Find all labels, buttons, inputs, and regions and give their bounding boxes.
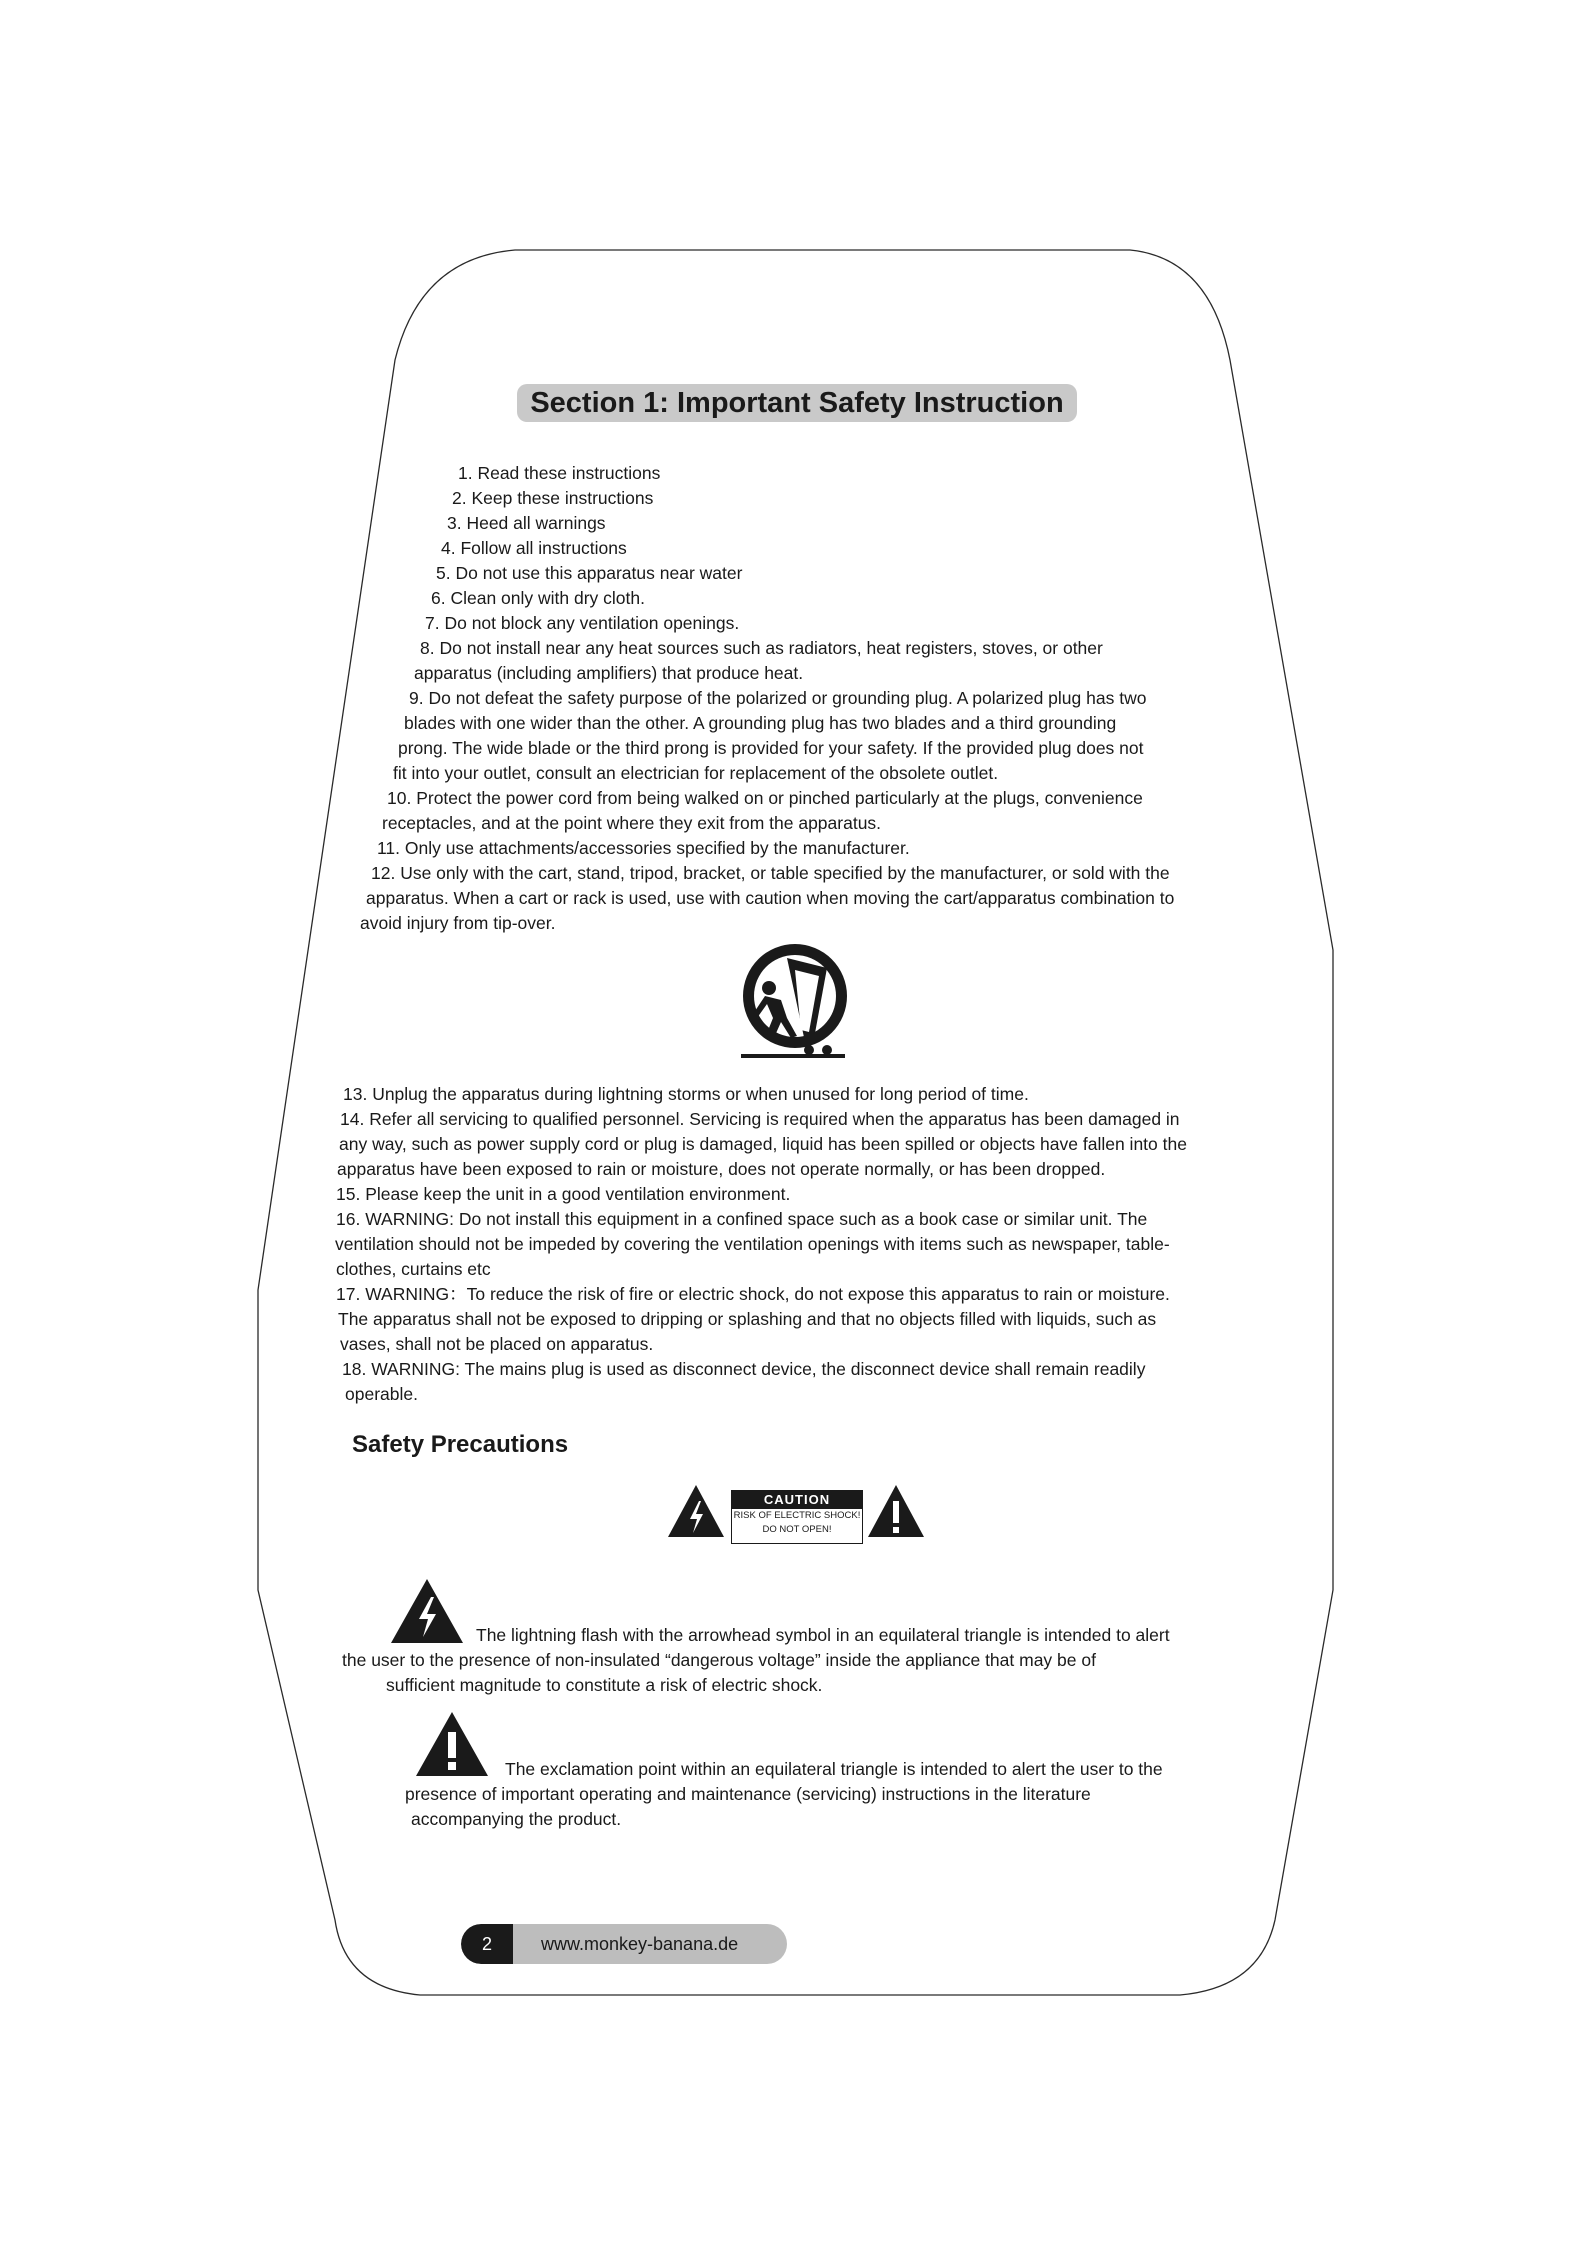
instruction-line: prong. The wide blade or the third prong is provided for your safety. If the provided plug does not [398, 738, 1144, 758]
instruction-line: 5. Do not use this apparatus near water [436, 563, 743, 583]
page-number: 2 [461, 1924, 513, 1964]
instruction-line: avoid injury from tip-over. [360, 913, 556, 933]
instruction-line: 12. Use only with the cart, stand, tripod, bracket, or table specified by the manufacturer, or sold with the [371, 863, 1170, 883]
instruction-line: 4. Follow all instructions [441, 538, 627, 558]
instruction-line: 8. Do not install near any heat sources such as radiators, heat registers, stoves, or other [420, 638, 1103, 658]
lightning-description: The lightning flash with the arrowhead symbol in an equilateral triangle is intended to alert [476, 1625, 1170, 1645]
instruction-line: 17. WARNING：To reduce the risk of fire or electric shock, do not expose this apparatus to rain or moisture. [336, 1284, 1170, 1304]
instruction-line: 2. Keep these instructions [452, 488, 654, 508]
instruction-line: apparatus have been exposed to rain or moisture, does not operate normally, or has been dropped. [337, 1159, 1106, 1179]
instruction-line: operable. [345, 1384, 418, 1404]
lightning-warning-icon [389, 1577, 465, 1645]
instruction-line: 13. Unplug the apparatus during lightning storms or when unused for long period of time. [343, 1084, 1029, 1104]
instruction-line: 18. WARNING: The mains plug is used as disconnect device, the disconnect device shall remain readily [342, 1359, 1146, 1379]
instruction-line: 9. Do not defeat the safety purpose of the polarized or grounding plug. A polarized plug has two [409, 688, 1147, 708]
cart-tipover-icon [735, 940, 855, 1062]
caution-label-line: DO NOT OPEN! [762, 1524, 832, 1535]
instruction-line: fit into your outlet, consult an electrician for replacement of the obsolete outlet. [393, 763, 999, 783]
instruction-line: any way, such as power supply cord or plug is damaged, liquid has been spilled or objects have fallen into the [339, 1134, 1187, 1154]
exclamation-description: accompanying the product. [411, 1809, 622, 1829]
caution-label-line: RISK OF ELECTRIC SHOCK! [733, 1510, 861, 1521]
instruction-line: 11. Only use attachments/accessories specified by the manufacturer. [377, 838, 910, 858]
lightning-description: sufficient magnitude to constitute a risk of electric shock. [386, 1675, 823, 1695]
exclamation-warning-icon [414, 1710, 490, 1778]
lightning-warning-icon [666, 1483, 726, 1539]
instruction-line: blades with one wider than the other. A grounding plug has two blades and a third grounding [404, 713, 1117, 733]
instruction-line: 1. Read these instructions [458, 463, 661, 483]
caution-label [731, 1490, 863, 1544]
lightning-description: the user to the presence of non-insulated “dangerous voltage” inside the appliance that may be of [342, 1650, 1096, 1670]
instruction-line: receptacles, and at the point where they exit from the apparatus. [382, 813, 882, 833]
instruction-line: 16. WARNING: Do not install this equipment in a confined space such as a book case or similar unit. The [336, 1209, 1148, 1229]
exclamation-warning-icon [866, 1483, 926, 1539]
instruction-line: ventilation should not be impeded by covering the ventilation openings with items such as newspaper, table- [335, 1234, 1170, 1254]
instruction-line: clothes, curtains etc [336, 1259, 491, 1279]
website-link[interactable]: www.monkey-banana.de [541, 1934, 739, 1954]
page-footer [461, 1924, 787, 1964]
instruction-line: vases, shall not be placed on apparatus. [340, 1334, 654, 1354]
instruction-line: 10. Protect the power cord from being walked on or pinched particularly at the plugs, convenience [387, 788, 1143, 808]
instruction-line: 14. Refer all servicing to qualified personnel. Servicing is required when the apparatus has been damaged in [340, 1109, 1180, 1129]
instruction-line: 7. Do not block any ventilation openings. [425, 613, 740, 633]
instruction-line: 3. Heed all warnings [447, 513, 606, 533]
safety-precautions-heading: Safety Precautions [352, 1431, 569, 1458]
instruction-line: 6. Clean only with dry cloth. [431, 588, 645, 608]
instruction-line: 15. Please keep the unit in a good ventilation environment. [336, 1184, 791, 1204]
instruction-line: apparatus (including amplifiers) that produce heat. [414, 663, 804, 683]
exclamation-description: The exclamation point within an equilateral triangle is intended to alert the user to the [505, 1759, 1163, 1779]
exclamation-description: presence of important operating and maintenance (servicing) instructions in the literature [405, 1784, 1091, 1804]
instruction-line: The apparatus shall not be exposed to dripping or splashing and that no objects filled with liquids, such as [338, 1309, 1157, 1329]
section-title: Section 1: Important Safety Instruction [517, 384, 1077, 422]
instruction-line: apparatus. When a cart or rack is used, use with caution when moving the cart/apparatus combination to [366, 888, 1175, 908]
caution-label-head: CAUTION [732, 1491, 862, 1509]
